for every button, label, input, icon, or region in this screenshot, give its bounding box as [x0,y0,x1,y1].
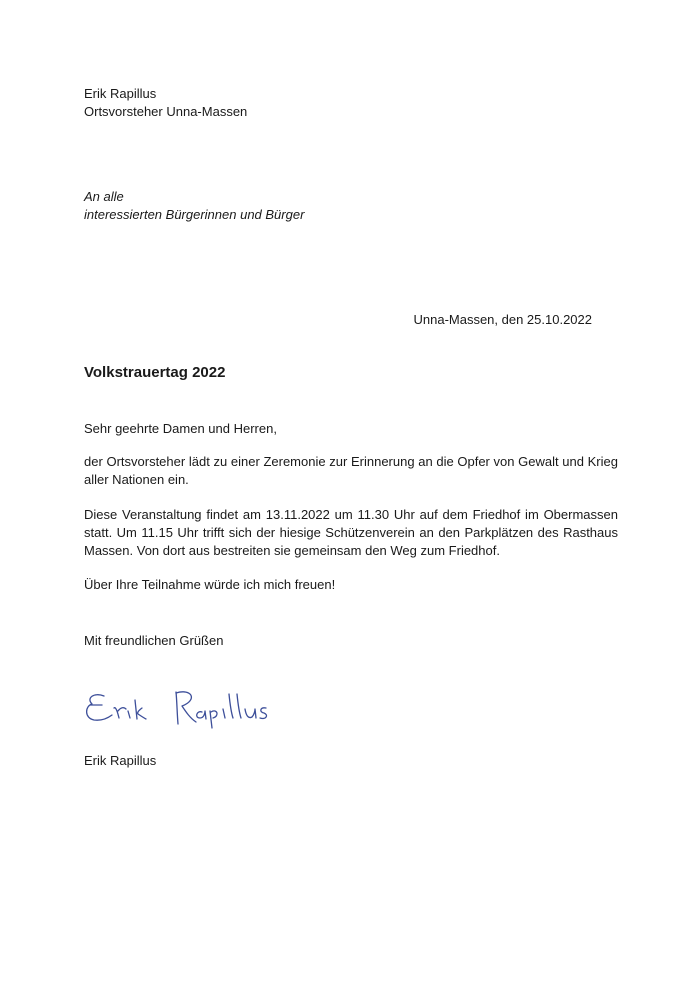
recipient-line-1: An alle [84,189,124,204]
salutation: Sehr geehrte Damen und Herren, [84,421,277,436]
signer-name: Erik Rapillus [84,753,157,768]
sender-name: Erik Rapillus [84,86,157,101]
sender-block [84,85,604,121]
body-paragraph-invitation: der Ortsvorsteher lädt zu einer Zeremonie zur Erinnerung an die Opfer von Gewalt und Krieg aller Nationen ein. [84,454,618,487]
body-paragraph-details: Diese Veranstaltung findet am 13.11.2022 um 11.30 Uhr auf dem Friedhof im Obermassen statt. Um 11.15 Uhr trifft sich der hiesige Schützenverein an den Parkplätzen des Rasthaus Massen. Von dort aus bestreiten sie gemeinsam den Weg zum Friedhof. [84,507,618,558]
recipient-line-2: interessierten Bürgerinnen und Bürger [84,207,305,222]
letter-subject: Volkstrauertag 2022 [84,364,226,381]
body-paragraph-closing-note: Über Ihre Teilnahme würde ich mich freuen! [84,577,336,592]
handwritten-signature [80,678,280,730]
sender-title: Ortsvorsteher Unna-Massen [84,104,248,119]
closing-formula: Mit freundlichen Grüßen [84,633,224,648]
place-date: Unna-Massen, den 25.10.2022 [413,312,592,327]
recipient-block [84,188,604,224]
